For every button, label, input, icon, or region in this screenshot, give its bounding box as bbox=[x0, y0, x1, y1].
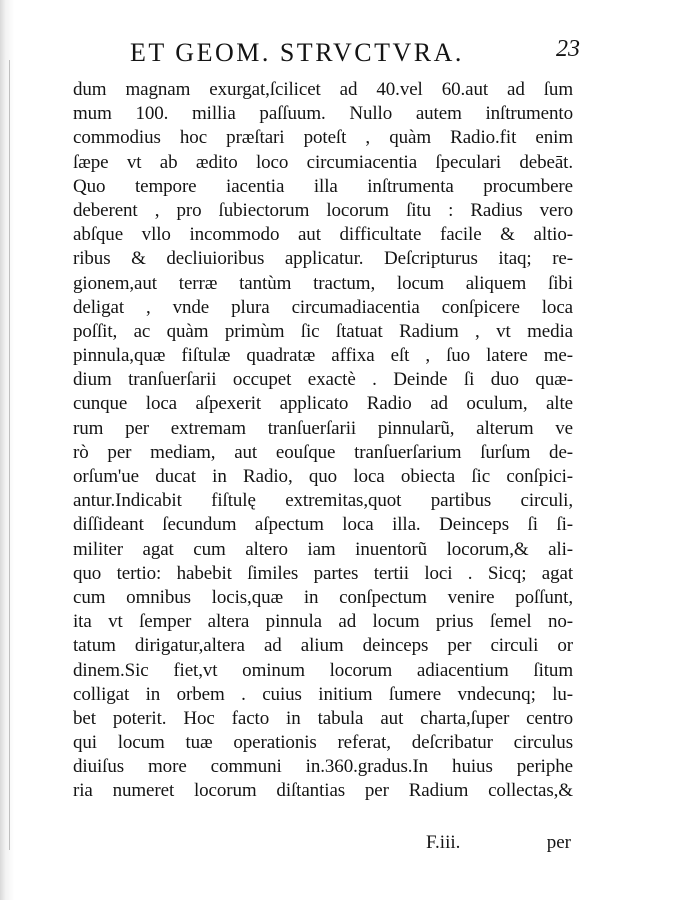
text-line: poſſit, ac quàm primùm ſic ſtatuat Radium , vt media bbox=[73, 320, 573, 342]
text-line: ita vt ſemper altera pinnula ad locum prius ſemel no- bbox=[73, 611, 573, 633]
text-line: cunque loca aſpexerit applicato Radio ad oculum, alte bbox=[73, 393, 573, 415]
text-line: deberent , pro ſubiectorum locorum ſitu : Radius vero bbox=[73, 199, 573, 221]
text-line: pinnula,quæ fiſtulæ quadratæ affixa eſt , ſuo latere me- bbox=[73, 345, 573, 367]
text-line: deligat , vnde plura circumadiacentia conſpicere loca bbox=[73, 296, 573, 318]
catchword: per bbox=[546, 832, 571, 853]
text-line: abſque vllo incommodo aut difficultate facile & altio- bbox=[73, 224, 573, 246]
text-line: antur.Indicabit fiſtulę extremitas,quot partibus circuli, bbox=[73, 490, 573, 512]
text-line: gionem,aut terræ tantùm tractum, locum aliquem ſibi bbox=[73, 272, 573, 294]
text-line: dinem.Sic fiet,vt ominum locorum adiacentium ſitum bbox=[73, 659, 573, 681]
page-binding-edge bbox=[0, 0, 14, 900]
text-line: cum omnibus locis,quæ in conſpectum venire poſſunt, bbox=[73, 586, 573, 608]
text-line: bet poterit. Hoc facto in tabula aut charta,ſuper centro bbox=[73, 707, 573, 729]
text-line: mum 100. millia paſſuum. Nullo autem inſtrumento bbox=[73, 103, 573, 125]
text-line: commodius hoc præſtari poteſt , quàm Radio.fit enim bbox=[73, 127, 573, 149]
text-line: dum magnam exurgat,ſcilicet ad 40.vel 60.aut ad ſum bbox=[73, 79, 573, 100]
text-line: rum per extremam tranſuerſarii pinnularũ, alterum ve bbox=[73, 417, 573, 439]
text-line: diuiſus more communi in.360.gradus.In huius periphe bbox=[73, 756, 573, 778]
text-line: colligat in orbem . cuius initium ſumere vndecunq; lu- bbox=[73, 683, 573, 705]
text-line: Quo tempore iacentia illa inſtrumenta procumbere bbox=[73, 175, 573, 197]
text-line: ribus & decliuioribus applicatur. Deſcripturus itaq; re- bbox=[73, 248, 573, 270]
text-line: militer agat cum altero iam inuentorũ locorum,& ali- bbox=[73, 538, 573, 560]
signature-mark: F.iii. bbox=[426, 832, 461, 853]
text-line: ria numeret locorum diſtantias per Radium collectas,& bbox=[73, 780, 573, 802]
page-number: 23 bbox=[556, 36, 580, 62]
page-footer bbox=[73, 832, 571, 860]
running-head: ET GEOM. STRVCTVRA. bbox=[130, 38, 464, 67]
text-line: qui locum tuæ operationis referat, deſcribatur circulus bbox=[73, 732, 573, 754]
body-text bbox=[73, 78, 573, 804]
page-header bbox=[130, 38, 580, 72]
text-line: quo tertio: habebit ſimiles partes tertii loci . Sicq; agat bbox=[73, 562, 573, 584]
text-line: orſum'ue ducat in Radio, quo loca obiecta ſic conſpici- bbox=[73, 466, 573, 487]
page-gutter-line bbox=[9, 60, 10, 850]
text-line: ſæpe vt ab ædito loco circumiacentia ſpeculari debeāt. bbox=[73, 151, 573, 173]
text-line: diſſideant ſecundum aſpectum loca illa. Deinceps ſi ſi- bbox=[73, 514, 573, 536]
text-line: tatum dirigatur,altera ad alium deinceps per circuli or bbox=[73, 635, 573, 657]
text-line: rò per mediam, aut eouſque tranſuerſarium ſurſum de- bbox=[73, 441, 573, 463]
text-line: dium tranſuerſarii occupet exactè . Deinde ſi duo quæ- bbox=[73, 369, 573, 391]
